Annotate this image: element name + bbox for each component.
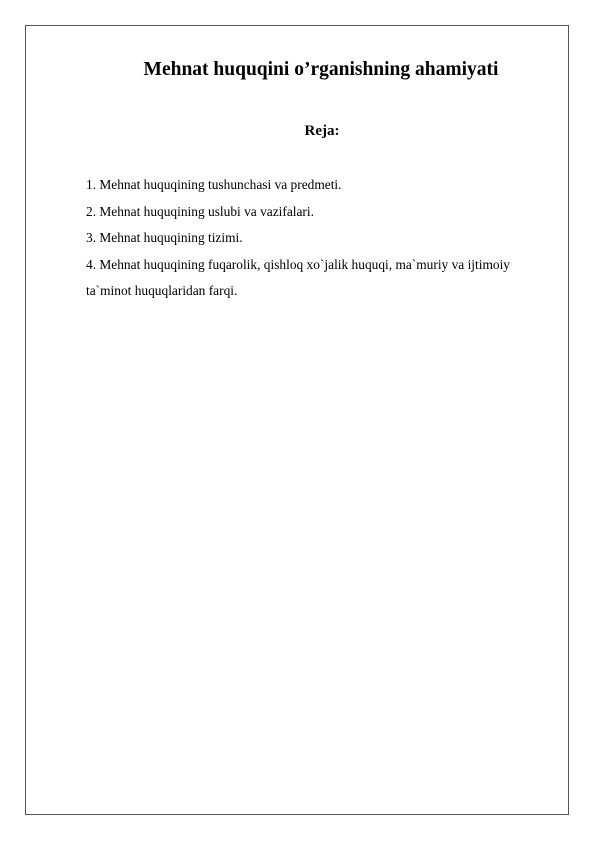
- document-title: Mehnat huquqini o’rganishning ahamiyati: [143, 59, 499, 80]
- plan-item-2: 2. Mehnat huquqining uslubi va vazifalari.: [86, 203, 314, 219]
- plan-item-1: 1. Mehnat huquqining tushunchasi va predmeti.: [86, 177, 342, 192]
- plan-heading: Reja:: [304, 123, 340, 139]
- plan-item-4: 4. Mehnat huquqining fuqarolik, qishloq xo`jalik huquqi, ma`muriy va ijtimoiy ta`minot huquqlaridan farqi.: [86, 256, 510, 298]
- page-border: [25, 25, 569, 815]
- plan-item-3: 3. Mehnat huquqining tizimi.: [86, 230, 243, 245]
- plan-list: [86, 172, 546, 305]
